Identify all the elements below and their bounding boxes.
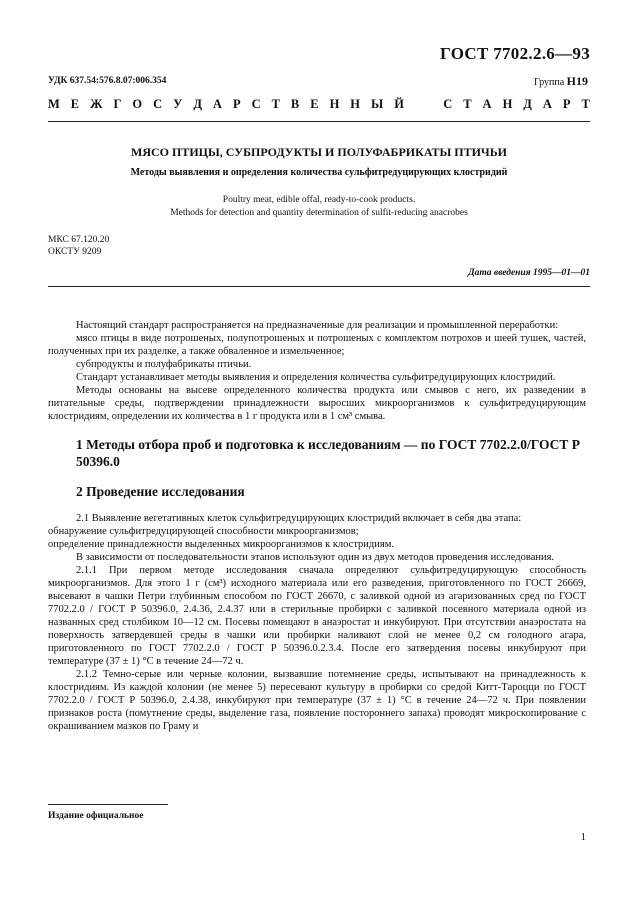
banner-letter: Г [113, 97, 122, 111]
group-value: Н19 [566, 74, 588, 88]
banner-letter: М [48, 97, 60, 111]
banner-letter: Н [502, 97, 513, 111]
banner-letter: Н [329, 97, 340, 111]
banner-letter: Т [271, 97, 280, 111]
banner-letter: А [212, 97, 222, 111]
paragraph: В зависимости от последовательности этапов используют один из двух методов проведения исследования. [76, 552, 555, 563]
paragraph: Стандарт устанавливает методы выявления и определения количества сульфитредуцирующих клостридий. [76, 372, 556, 383]
english-title-line-2: Methods for detection and quantity determination of sulfit-reducing anacrobes [170, 208, 468, 218]
document-body [48, 319, 586, 733]
paragraph: определение принадлежности выделенных микроорганизмов к клостридиям. [48, 539, 394, 550]
document-title: МЯСО ПТИЦЫ, СУБПРОДУКТЫ И ПОЛУФАБРИКАТЫ ПТИЧЬИ [131, 145, 507, 159]
english-title-line-1: Poultry meat, edible offal, ready-to-cook products. [222, 195, 416, 205]
paragraph: 2.1.1 При первом методе исследования сначала определяют сульфитредуцирующую способность микроорганизмов. Для этого 1 г (см³) исходного материала или его разведения, приготовленного по ГОСТ 26669, высевают в чашки Петри глубинным способом по ГОСТ 26670, с заливкой одной из агаризованных сред по ГОСТ 7702.2.0 / ГОСТ Р 50396.0, 2.4.36, 2.4.37 или в стерильные пробирки с заливкой посевного материала одной из названных сред столбиком 10—12 см. Посевы помещают в анаэростат и инкубируют. При отсутствии анаэростата на поверхность затвердевшей среды в чашки или пробирки наливают слой не менее 0,2 см голодного агара, приготовленного по ГОСТ 7702.2.0 / ГОСТ Р 50396.0.2.3.4. После его затвердения посевы инкубируют при температуре (37 ± 1) °С в течение 24—72 ч. [48, 565, 586, 667]
document-subtitle: Методы выявления и определения количества сульфитредуцирующих клостридий [130, 167, 508, 178]
date-rule [48, 286, 590, 287]
banner-letter: Т [463, 97, 472, 111]
banner-letter: Ы [371, 97, 384, 111]
banner-letter: Й [394, 97, 404, 111]
banner-letter: У [173, 97, 183, 111]
banner-letter: В [290, 97, 300, 111]
banner-letter: Д [193, 97, 202, 111]
paragraph: Настоящий стандарт распространяется на предназначенные для реализации и промышленной переработки: [76, 320, 559, 331]
banner-letter: Е [70, 97, 80, 111]
section-heading-1: 1 Методы отбора проб и подготовка к исследованиям — по ГОСТ 7702.2.0/ГОСТ Р 50396.0 [76, 437, 581, 469]
banner-letter [415, 97, 418, 112]
okstu-code: ОКСТУ 9209 [48, 247, 102, 257]
udk-code: УДК 637.54:576.8.07:006.354 [48, 76, 167, 86]
banner-letter: А [542, 97, 552, 111]
paragraph: субпродукты и полуфабрикаты птичьи. [76, 359, 252, 370]
banner-letter: С [153, 97, 163, 111]
banner-letter [429, 97, 432, 112]
group-label: Группа [533, 77, 565, 88]
page-number: 1 [580, 831, 586, 843]
effective-date: Дата введения 1995—01—01 [468, 268, 590, 278]
edition-note: Издание официальное [48, 811, 144, 821]
paragraph: 2.1.2 Темно-серые или черные колонии, вызвавшие потемнение среды, испытывают на принадлежность к клостридиям. Из каждой колонии (не менее 5) пересевают культуру в пробирки со средой Китт-Тароцци по ГОСТ 7702.2.0 / ГОСТ Р 50396.0, 2.4.38, инкубируют при температуре (37 ± 1) °С в течение 24—72 ч. При появлении признаков роста (помутнение среды, выделение газа, появление постороннего запаха) проводят микроскопирование с окрашиванием мазков по Граму и [48, 669, 586, 732]
banner-letter: Ж [90, 97, 103, 111]
paragraph: мясо птицы в виде потрошеных, полупотрошеных и потрошеных с комплектом потрохов и шеей тушек, частей, полученных при их разделке, а также обваленное и измельченное; [48, 333, 586, 357]
banner-letter: С [251, 97, 261, 111]
section-heading-2: 2 Проведение исследования [76, 484, 245, 499]
paragraph: Методы основаны на высеве определенного количества продукта или смывов с него, их разведении в питательные среды, подтверждении принадлежности выросших микроорганизмов к сульфитредуцирующим клостридиям, определении их количества в 1 г продукта или в 1 см³ смыва. [48, 385, 586, 422]
banner-letter: Т [581, 97, 590, 111]
banner-letter: Р [562, 97, 571, 111]
standard-number: ГОСТ 7702.2.6—93 [440, 44, 590, 63]
banner-letter: Р [232, 97, 241, 111]
english-title [48, 194, 590, 220]
banner-letter: Е [310, 97, 319, 111]
banner-letter: А [482, 97, 492, 111]
interstate-standard-banner [48, 97, 590, 112]
group-code [534, 74, 588, 89]
banner-letter: О [132, 97, 143, 111]
paragraph: обнаружение сульфитредуцирующей способности микроорганизмов; [48, 526, 359, 537]
banner-letter: Н [350, 97, 361, 111]
paragraph: 2.1 Выявление вегетативных клеток сульфитредуцирующих клостридий включает в себя два этапа: [76, 513, 522, 524]
classification-codes [48, 234, 109, 258]
header-rule [48, 121, 590, 122]
banner-letter: С [443, 97, 453, 111]
mks-code: МКС 67.120.20 [48, 235, 110, 245]
footer-rule [48, 804, 168, 805]
banner-letter: Д [523, 97, 532, 111]
